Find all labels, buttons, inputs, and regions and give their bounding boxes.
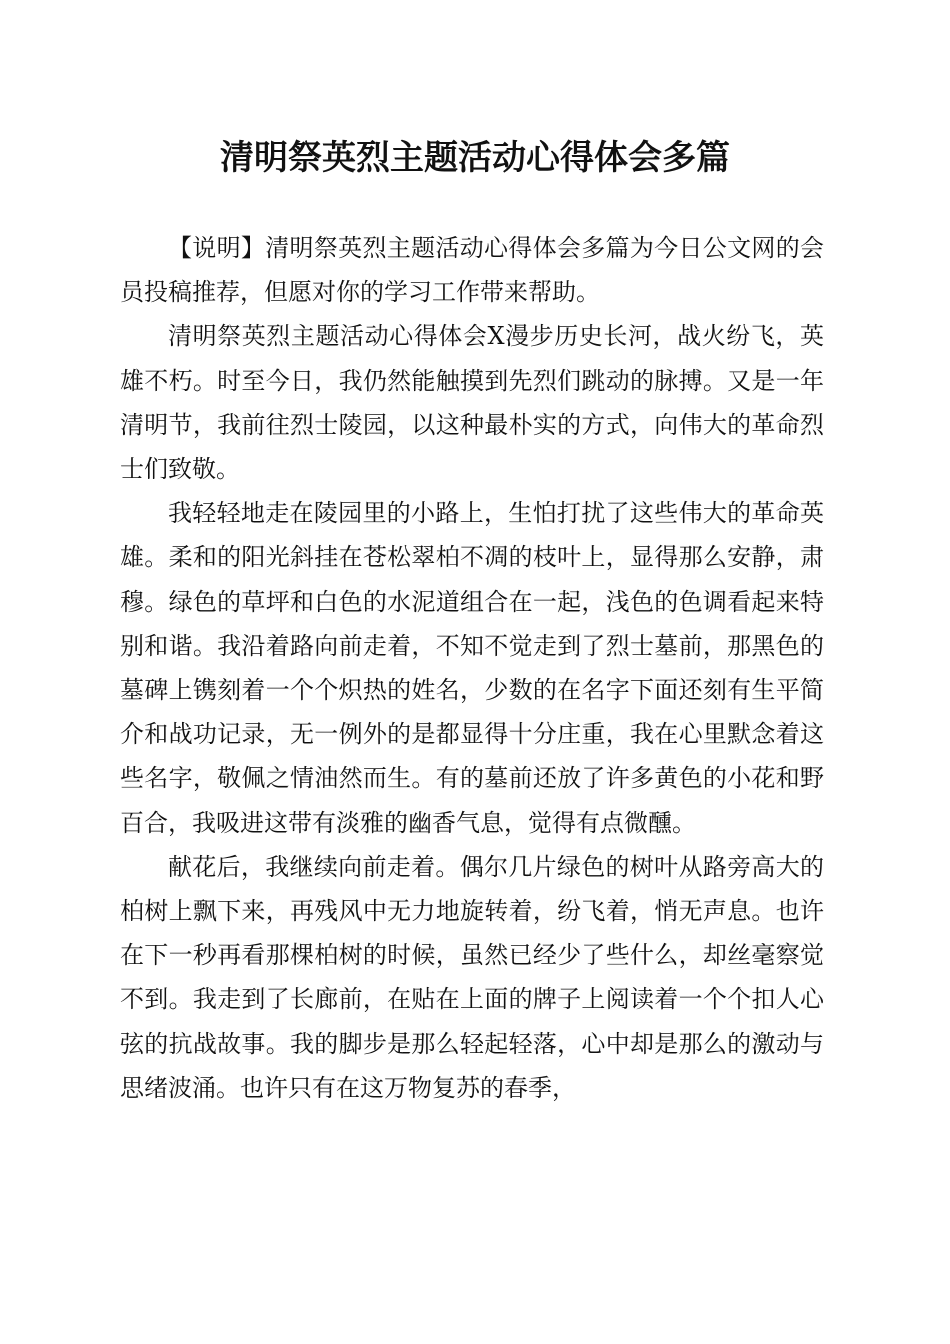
paragraph-2: 我轻轻地走在陵园里的小路上，生怕打扰了这些伟大的革命英雄。柔和的阳光斜挂在苍松翠柏不凋的枝叶上，显得那么安静，肃穆。绿色的草坪和白色的水泥道组合在一起，浅色的色调看起来特别和谐。我沿着路向前走着，不知不觉走到了烈士墓前，那黑色的墓碑上镌刻着一个个炽热的姓名，少数的在名字下面还刻有生平简介和战功记录，无一例外的是都显得十分庄重，我在心里默念着这些名字，敬佩之情油然而生。有的墓前还放了许多黄色的小花和野百合，我吸进这带有淡雅的幽香气息，觉得有点微醺。 — [120, 499, 824, 837]
document-title: 清明祭英烈主题活动心得体会多篇 — [220, 138, 730, 178]
paragraph-1: 清明祭英烈主题活动心得体会X漫步历史长河，战火纷飞，英雄不朽。时至今日，我仍然能触摸到先烈们跳动的脉搏。又是一年清明节，我前往烈士陵园，以这种最朴实的方式，向伟大的革命烈士们致敬。 — [120, 322, 824, 484]
paragraph-intro: 【说明】清明祭英烈主题活动心得体会多篇为今日公文网的会员投稿推荐，但愿对你的学习工作带来帮助。 — [120, 234, 824, 307]
paragraph-3: 献花后，我继续向前走着。偶尔几片绿色的树叶从路旁高大的柏树上飘下来，再残风中无力地旋转着，纷飞着，悄无声息。也许在下一秒再看那棵柏树的时候，虽然已经少了些什么，却丝毫察觉不到。我走到了长廊前，在贴在上面的牌子上阅读着一个个扣人心弦的抗战故事。我的脚步是那么轻起轻落，心中却是那么的激动与思绪波涌。也许只有在这万物复苏的春季， — [120, 852, 824, 1102]
document-body — [120, 226, 824, 1110]
